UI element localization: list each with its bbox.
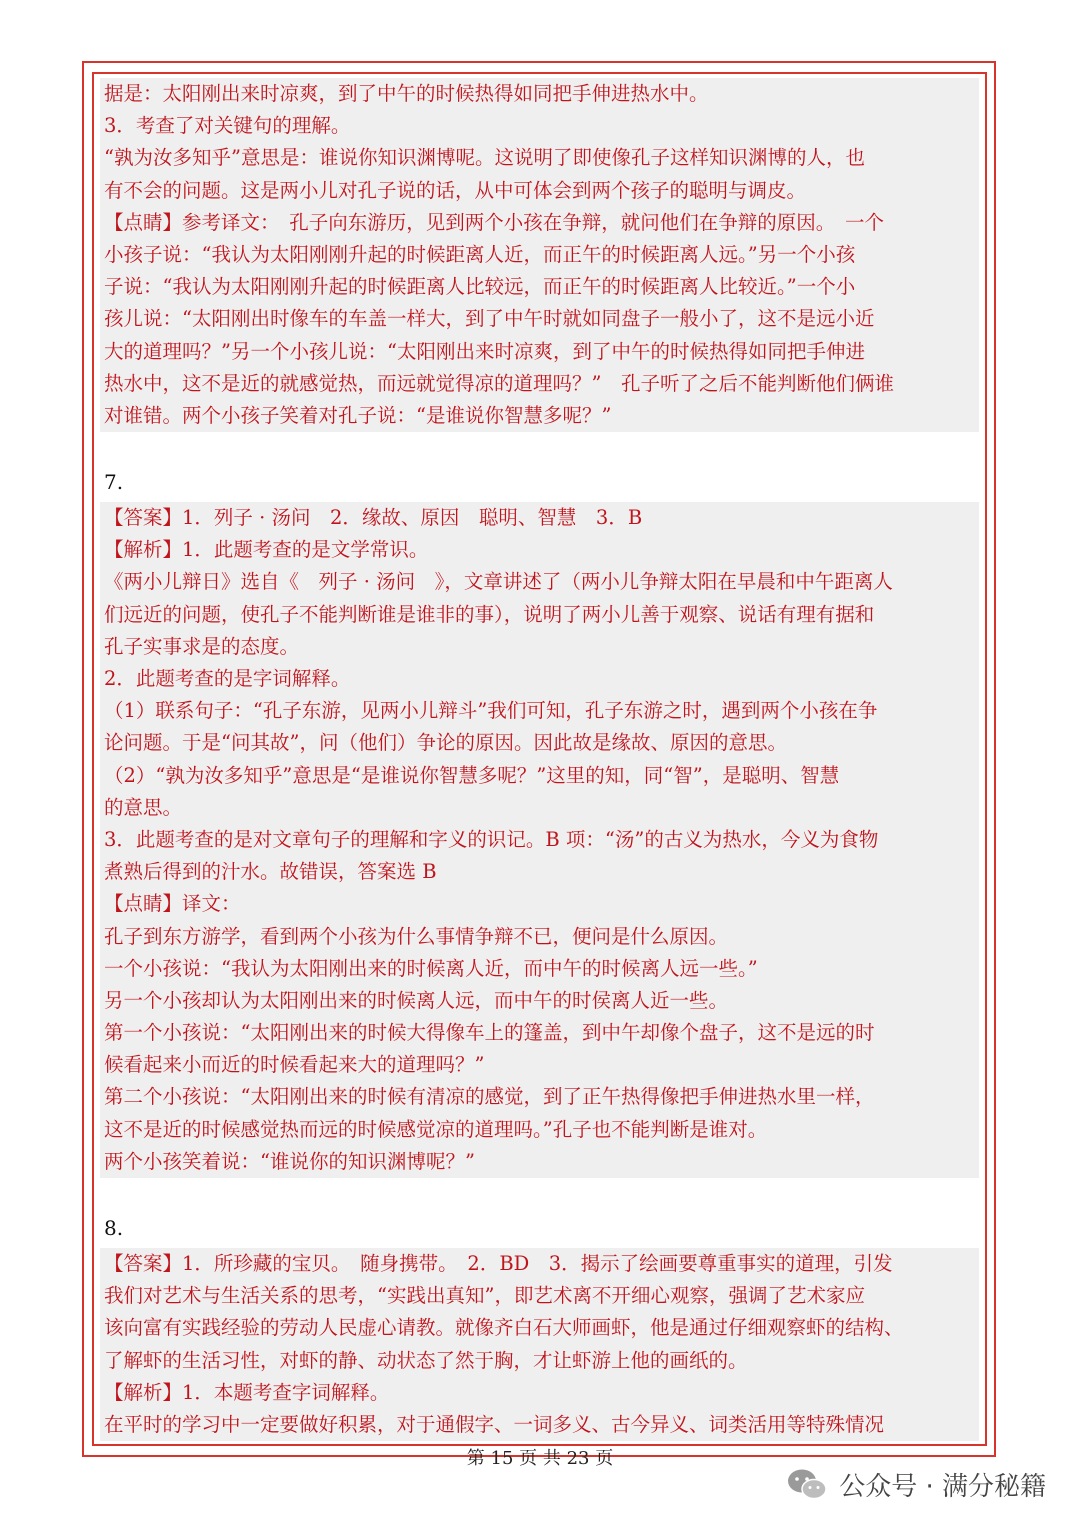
text-line: 子说：“我认为太阳刚刚升起的时候距离人比较远，而正午的时候距离人比较近。”一个小 <box>104 275 856 299</box>
text-line: 3．此题考查的是对文章句子的理解和字义的识记。B 项：“汤”的古义为热水，今义为食物 <box>104 827 879 851</box>
text-line: 热水中，这不是近的就感觉热，而远就觉得凉的道理吗？” 孔子听了之后不能判断他们俩谁 <box>104 371 894 395</box>
text-line: 论问题。于是“问其故”，问（他们）争论的原因。因此故是缘故、原因的意思。 <box>104 731 787 755</box>
page-footer: 第 15 页 共 23 页 <box>466 1448 614 1469</box>
text-line: 【点睛】译文： <box>104 892 241 916</box>
wechat-icon <box>785 1466 829 1502</box>
text-line: 们远近的问题，使孔子不能判断谁是谁非的事），说明了两小儿善于观察、说话有理有据和 <box>104 602 875 626</box>
text-line: 孩儿说：“太阳刚出时像车的车盖一样大，到了中午时就如同盘子一般小了，这不是远小近 <box>104 307 875 331</box>
text-line: 这不是近的时候感觉热而远的时候感觉凉的道理吗。”孔子也不能判断是谁对。 <box>104 1117 768 1141</box>
text-line: 孔子实事求是的态度。 <box>104 634 300 658</box>
document-content <box>100 78 979 1441</box>
text-line: 另一个小孩却认为太阳刚出来的时候离人远，而中午的时侯离人近一些。 <box>104 988 729 1012</box>
question-number: 7. <box>104 470 124 495</box>
text-line: （2）“孰为汝多知乎”意思是“是谁说你智慧多呢？”这里的知，同“智”，是聪明、智慧 <box>104 763 840 787</box>
watermark-text: 公众号 · 满分秘籍 <box>839 1471 1046 1502</box>
text-line: 我们对艺术与生活关系的思考，“实践出真知”，即艺术离不开细心观察，强调了艺术家应 <box>104 1284 865 1308</box>
text-line: “孰为汝多知乎”意思是：谁说你知识渊博呢。这说明了即使像孔子这样知识渊博的人，也 <box>104 146 865 170</box>
question-number: 8. <box>104 1216 124 1240</box>
text-line: 【点睛】参考译文： 孔子向东游历，见到两个小孩在争辩，就问他们在争辩的原因。 一个 <box>104 210 885 234</box>
text-line: 小孩子说：“我认为太阳刚刚升起的时候距离人近，而正午的时候距离人远。”另一个小孩 <box>104 242 856 266</box>
text-line: 一个小孩说：“我认为太阳刚出来的时候离人近，而中午的时候离人远一些。” <box>104 956 758 980</box>
answer-block <box>100 1248 979 1441</box>
text-line: 煮熟后得到的汁水。故错误，答案选 B <box>104 860 437 884</box>
text-line: 在平时的学习中一定要做好积累，对于通假字、一词多义、古今异义、词类活用等特殊情况 <box>104 1412 885 1436</box>
text-line: 的意思。 <box>104 795 183 819</box>
text-line: （1）联系句子：“孔子东游，见两小儿辩斗”我们可知，孔子东游之时，遇到两个小孩在争 <box>104 699 878 723</box>
text-line: 大的道理吗？”另一个小孩儿说：“太阳刚出来时凉爽，到了中午的时候热得如同把手伸进 <box>104 339 865 363</box>
text-line: 【答案】1．列子 · 汤问 2．缘故、原因 聪明、智慧 3．B <box>104 506 643 530</box>
text-line: 该向富有实践经验的劳动人民虚心请教。就像齐白石大师画虾，他是通过仔细观察虾的结构、 <box>104 1316 904 1340</box>
text-line: 候看起来小而近的时候看起来大的道理吗？” <box>104 1053 485 1077</box>
text-line: 3．考查了对关键句的理解。 <box>104 114 351 138</box>
text-line: 第一个小孩说：“太阳刚出来的时候大得像车上的篷盖，到中午却像个盘子，这不是远的时 <box>104 1021 875 1045</box>
text-line: 了解虾的生活习性，对虾的静、动状态了然于胸，才让虾游上他的画纸的。 <box>104 1348 748 1372</box>
answer-block <box>100 502 979 1178</box>
text-line: 孔子到东方游学，看到两个小孩为什么事情争辩不已，便问是什么原因。 <box>104 924 729 948</box>
text-line: 有不会的问题。这是两小儿对孔子说的话，从中可体会到两个孩子的聪明与调皮。 <box>104 178 807 202</box>
text-line: 《两小儿辩日》选自《 列子 · 汤问 》，文章讲述了（两小儿争辩太阳在早晨和中午距离人 <box>104 570 893 594</box>
text-line: 【答案】1．所珍藏的宝贝。 随身携带。 2．BD 3．揭示了绘画要尊重事实的道理，引发 <box>104 1252 893 1275</box>
text-line: 【解析】1．此题考查的是文学常识。 <box>104 538 429 562</box>
text-line: 对谁错。两个小孩子笑着对孔子说：“是谁说你智慧多呢？” <box>104 403 612 427</box>
text-line: 两个小孩笑着说：“谁说你的知识渊博呢？” <box>104 1149 475 1173</box>
answer-block <box>100 78 979 432</box>
text-line: 第二个小孩说：“太阳刚出来的时候有清凉的感觉，到了正午热得像把手伸进热水里一样， <box>104 1085 875 1109</box>
watermark <box>785 1462 1046 1506</box>
text-line: 据是：太阳刚出来时凉爽，到了中午的时候热得如同把手伸进热水中。 <box>104 82 709 105</box>
text-line: 2．此题考查的是字词解释。 <box>104 667 351 690</box>
text-line: 【解析】1．本题考查字词解释。 <box>104 1380 390 1404</box>
